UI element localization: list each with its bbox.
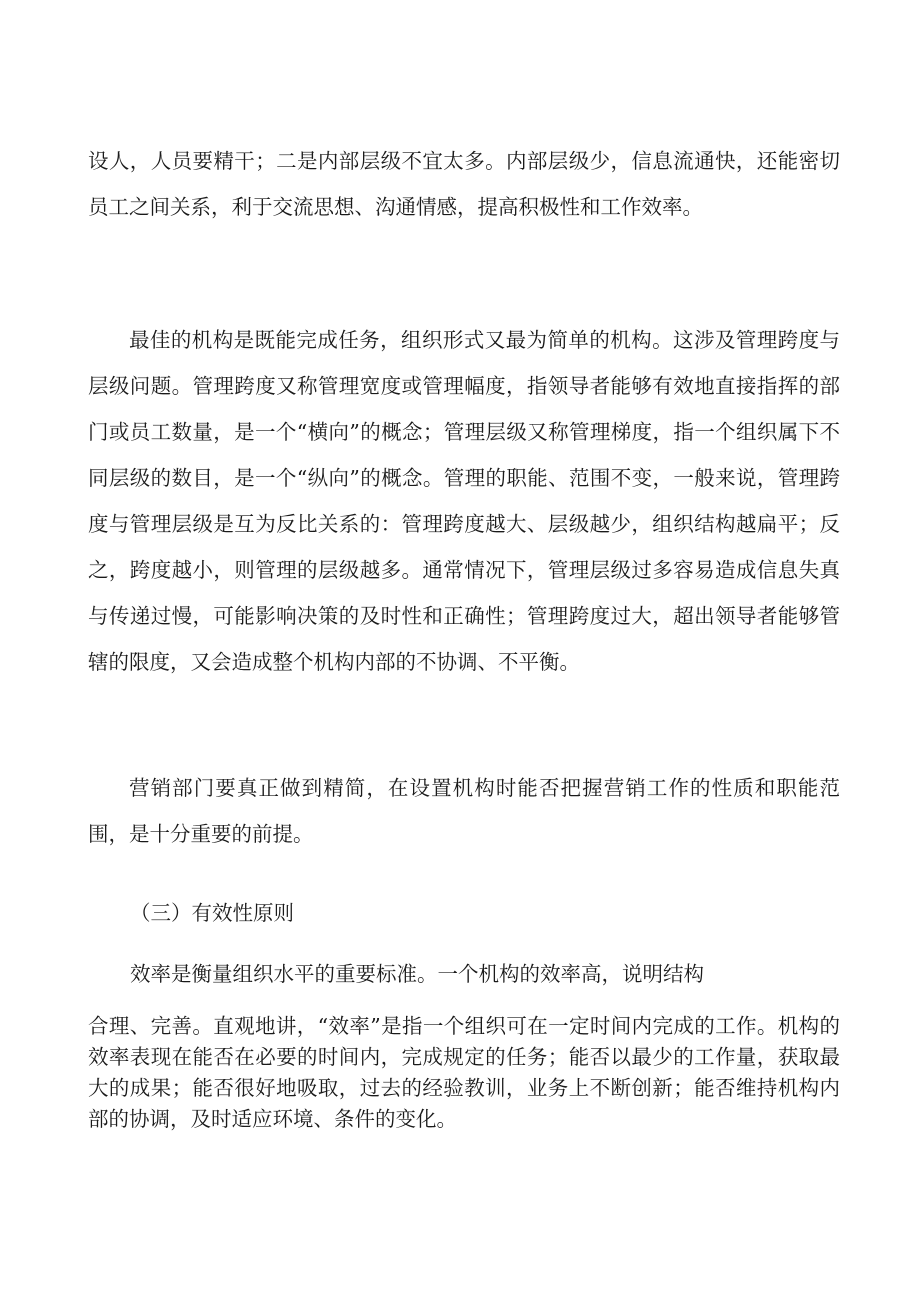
paragraph-management-span: 最佳的机构是既能完成任务，组织形式又最为简单的机构。这涉及管理跨度与层级问题。管理跨度又称管理宽度或管理幅度，指领导者能够有效地直接指挥的部门或员工数量，是一个“横向”的概念；管理层级又称管理梯度，指一个组织属下不同层级的数目，是一个“纵向”的概念。管理的职能、范围不变，一般来说，管理跨度与管理层级是互为反比关系的：管理跨度越大、层级越少，组织结构越扁平；反之，跨度越小，则管理的层级越多。通常情况下，管理层级过多容易造成信息失真与传递过慢，可能影响决策的及时性和正确性；管理跨度过大，超出领导者能够管辖的限度，又会造成整个机构内部的不协调、不平衡。 [88, 328, 840, 674]
paragraph-efficiency-body: 合理、完善。直观地讲，“效率”是指一个组织可在一定时间内完成的工作。机构的效率表现在能否在必要的时间内，完成规定的任务；能否以最少的工作量，获取最大的成果；能否很好地吸取，过去的经验教训，业务上不断创新；能否维持机构内部的协调，及时适应环境、条件的变化。 [88, 1014, 840, 1131]
paragraph-streamlining: 营销部门要真正做到精简，在设置机构时能否把握营销工作的性质和职能范围，是十分重要的前提。 [88, 776, 840, 846]
paragraph-efficiency-intro: 效率是衡量组织水平的重要标准。一个机构的效率高，说明结构 [130, 962, 704, 986]
paragraph-continuation: 设人，人员要精干；二是内部层级不宜太多。内部层级少，信息流通快，还能密切员工之间关系，利于交流思想、沟通情感，提高积极性和工作效率。 [88, 149, 840, 219]
section-heading: （三）有效性原则 [130, 901, 294, 925]
